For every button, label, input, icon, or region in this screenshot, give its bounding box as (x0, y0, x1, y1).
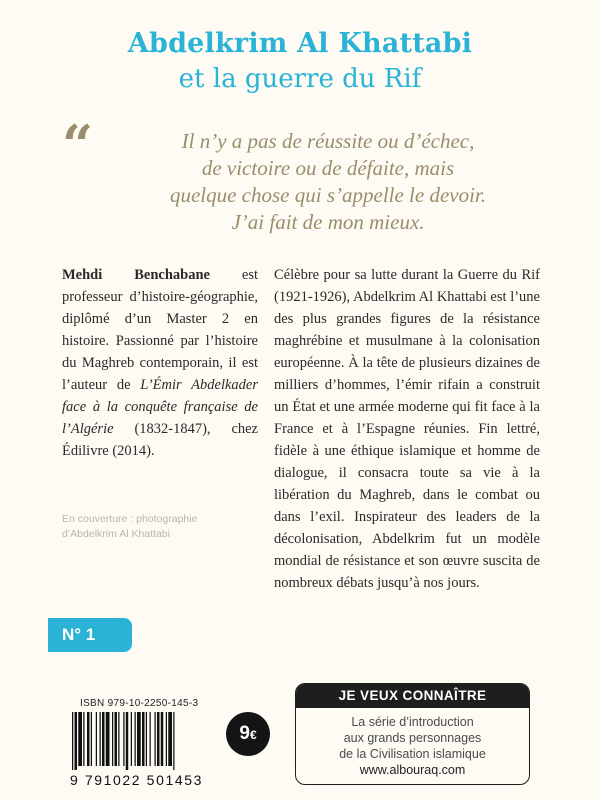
epigraph-quote (118, 128, 538, 236)
barcode-bar (126, 712, 129, 770)
book-title: Abdelkrim Al Khattabi (127, 28, 473, 59)
quote-line: J’ai fait de mon mieux. (231, 210, 425, 234)
barcode-bar (112, 712, 113, 766)
barcode-digits: 9 791022 501453 (70, 772, 203, 788)
series-info-box (295, 683, 530, 785)
publisher-website-link[interactable]: www.albouraq.com (359, 763, 466, 777)
series-line: La série d’introduction (351, 715, 474, 729)
barcode-bar (166, 712, 167, 766)
quote-line: quelque chose qui s’appelle le devoir. (169, 183, 487, 207)
barcode-bar (173, 712, 174, 770)
series-number-badge: N° 1 (48, 618, 132, 652)
barcode-bar (87, 712, 90, 766)
barcode-bar (118, 712, 119, 766)
series-line: de la Civilisation islamique (339, 747, 486, 761)
barcode-bar (135, 712, 136, 766)
quotation-mark-icon: “ (62, 113, 94, 177)
quote-line: Il n’y a pas de réussite ou d’échec, (181, 129, 475, 153)
barcode (70, 712, 235, 770)
cover-credit (62, 512, 262, 542)
barcode-bar (142, 712, 145, 766)
barcode-bar (131, 712, 132, 766)
price-tag (226, 712, 270, 756)
barcode-bar (150, 712, 151, 766)
series-description (296, 708, 529, 778)
author-previous-book-title: L’Émir Abdelkader face à la conquête française de l’Algérie (62, 377, 258, 437)
author-bio (62, 264, 258, 462)
author-name: Mehdi Benchabane (62, 267, 210, 283)
cover-credit-line: d’Abdelkrim Al Khattabi (62, 528, 170, 540)
price-amount: 9 (239, 723, 250, 744)
barcode-bar (91, 712, 92, 766)
isbn-label: ISBN 979-10-2250-145-3 (80, 698, 199, 709)
barcode-bar (123, 712, 124, 766)
cover-credit-line: En couverture : photographie (62, 513, 198, 525)
quote-line: de victoire ou de défaite, mais (201, 156, 455, 180)
barcode-bar (157, 712, 160, 766)
book-summary: Célèbre pour sa lutte durant la Guerre du Rif (1921-1926), Abdelkrim Al Khattabi est l’une des plus grandes figures de la résistance maghrébine et musulmane à la colonisation européenne. À la tête de plusieurs dizaines de milliers d’hommes, l’émir rifain a construit un État et une armée moderne qui fit face à la France et à l’Espagne réunies. Fin lettré, fidèle à une éthique islamique et homme de dialogue, il consacra toute sa vie à la libération du Maghreb, dans le combat ou dans l’exil. Inspirateur des leaders de la décolonisation, Abdelkrim fut un modèle mondial de résistance et son œuvre suscita de nombreux débats jusqu’à nos jours. (274, 267, 540, 591)
barcode-bar (72, 712, 73, 770)
barcode-bar (115, 712, 118, 766)
barcode-bar (137, 712, 141, 766)
barcode-bar (83, 712, 84, 766)
barcode-bar (168, 712, 172, 766)
barcode-bar (161, 712, 164, 766)
book-subtitle: et la guerre du Rif (178, 64, 422, 94)
author-bio-text: est professeur d’histoire-géographie, diplômé d’un Master 2 en histoire. Passionné par l’histoire du Maghreb contemporain, il est l’auteur de (62, 267, 258, 393)
barcode-bar (78, 712, 82, 766)
barcode-bar (106, 712, 110, 766)
price-currency: € (249, 728, 257, 742)
barcode-bar (102, 712, 105, 766)
series-line: aux grands personnages (343, 731, 482, 745)
barcode-bar (96, 712, 97, 766)
series-heading: JE VEUX CONNAÎTRE (296, 684, 529, 708)
barcode-bar (146, 712, 147, 766)
author-bio-text-end: (1832-1847), chez Édilivre (2014). (62, 421, 258, 459)
barcode-bar (100, 712, 101, 766)
barcode-bar (155, 712, 156, 766)
barcode-bar (75, 712, 78, 770)
